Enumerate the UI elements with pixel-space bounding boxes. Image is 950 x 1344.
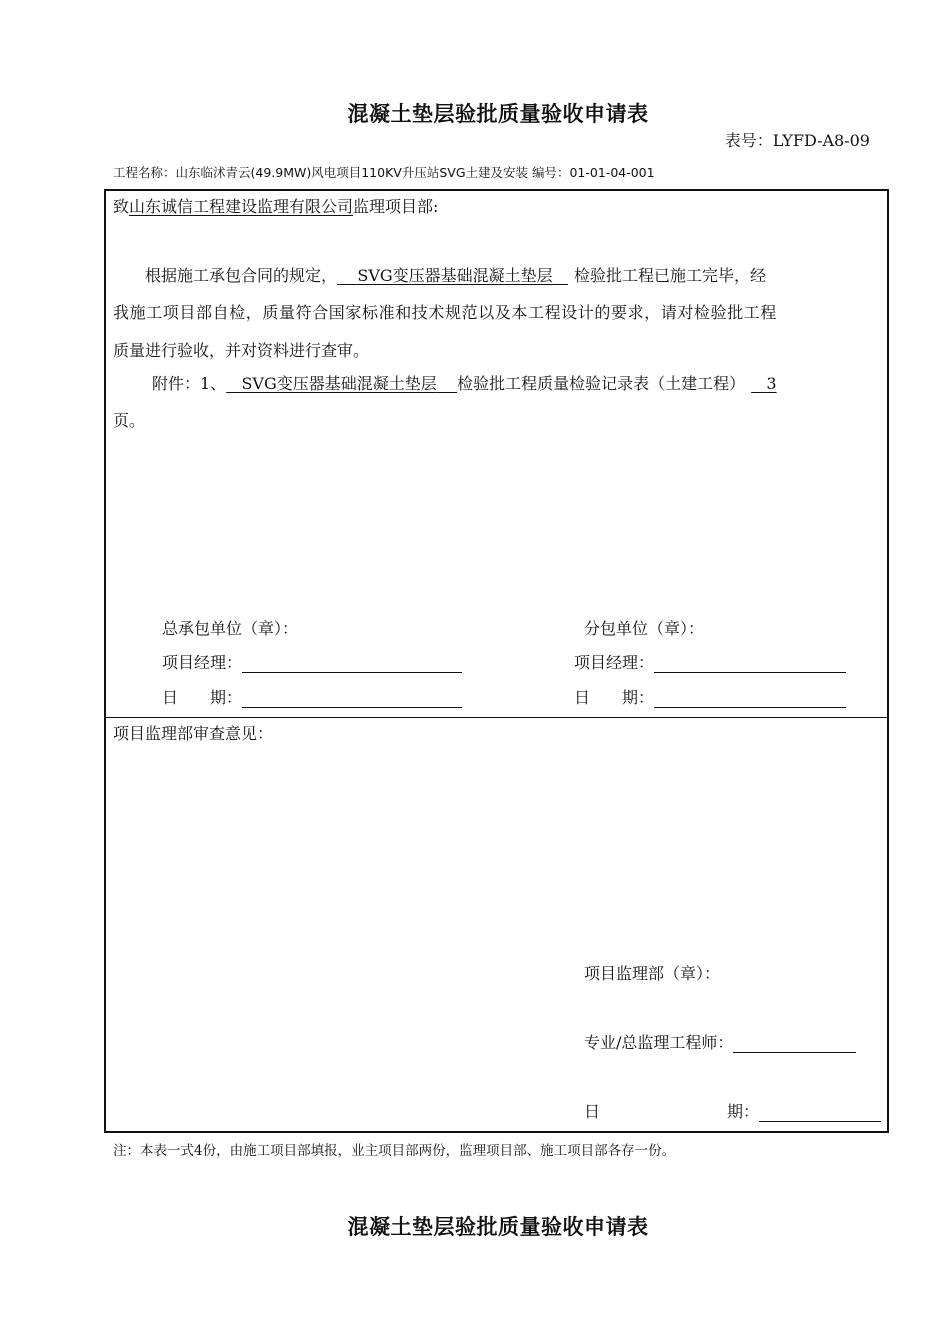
date-left-field[interactable] xyxy=(242,690,462,708)
review-date-field[interactable] xyxy=(759,1104,881,1122)
subcontractor-seal: 分包单位（章）： xyxy=(584,619,705,638)
footnote: 注：本表一式4份，由施工项目部填报，业主项目部两份，监理项目部、施工项目部各存一份。 xyxy=(113,1143,676,1159)
attachment-description: 检验批工程质量检验记录表（土建工程） xyxy=(457,374,746,393)
pm-left-signature-field[interactable] xyxy=(242,655,462,673)
supervision-seal: 项目监理部（章）： xyxy=(584,964,721,983)
addressee-line xyxy=(113,197,438,217)
project-info-line: 工程名称：山东临沭青云(49.9MW)风电项目110KV升压站SVG土建及安装 编号：01-01-04-001 xyxy=(113,165,655,180)
body-line-1 xyxy=(145,266,766,286)
addressee-prefix: 致 xyxy=(113,197,130,216)
review-date-start: 日 xyxy=(584,1102,601,1121)
body-line-2: 我施工项目部自检，质量符合国家标准和技术规范以及本工程设计的要求，请对检验批工程 xyxy=(113,303,778,322)
form-number: 表号：LYFD-A8-09 xyxy=(724,131,870,150)
date-left-row xyxy=(162,688,462,708)
pm-left-row xyxy=(162,653,462,673)
engineer-row xyxy=(584,1033,856,1053)
review-date-end: 期： xyxy=(727,1102,760,1121)
page-title-repeat: 混凝土垫层验批质量验收申请表 xyxy=(347,1215,649,1239)
review-date-row xyxy=(584,1102,881,1122)
body-p1-start: 根据施工承包合同的规定， xyxy=(145,266,338,285)
date-left-label: 日 期： xyxy=(162,688,243,707)
inspection-item-text: SVG变压器基础混凝土垫层 xyxy=(357,266,553,285)
section-divider xyxy=(106,717,889,718)
main-contractor-seal: 总承包单位（章）： xyxy=(162,619,299,638)
addressee-suffix: 监理项目部: xyxy=(353,197,439,216)
inspection-item xyxy=(337,266,568,285)
pm-right-label: 项目经理： xyxy=(574,653,655,672)
review-opinion-label: 项目监理部审查意见： xyxy=(113,724,274,743)
pm-right-row xyxy=(574,653,846,673)
body-line-3: 质量进行验收，并对资料进行查审。 xyxy=(113,341,370,360)
supervision-company: 山东诚信工程建设监理有限公司 xyxy=(129,197,354,216)
pm-right-signature-field[interactable] xyxy=(654,655,846,673)
date-right-row xyxy=(574,688,846,708)
attachment-line xyxy=(152,374,777,394)
attachment-item-text: SVG变压器基础混凝土垫层 xyxy=(241,374,437,393)
page-title: 混凝土垫层验批质量验收申请表 xyxy=(347,102,649,126)
pm-left-label: 项目经理： xyxy=(162,653,243,672)
attachment-end: 页。 xyxy=(113,411,146,430)
attachment-label: 附件：1、 xyxy=(152,374,227,393)
engineer-signature-field[interactable] xyxy=(733,1035,856,1053)
date-right-field[interactable] xyxy=(654,690,846,708)
engineer-label: 专业/总监理工程师： xyxy=(584,1033,734,1052)
date-right-label: 日 期： xyxy=(574,688,655,707)
body-p1-end: 检验批工程已施工完毕，经 xyxy=(573,266,766,285)
attachment-item xyxy=(226,374,457,393)
attachment-pages xyxy=(751,374,776,393)
attachment-pages-count: 3 xyxy=(766,374,777,393)
